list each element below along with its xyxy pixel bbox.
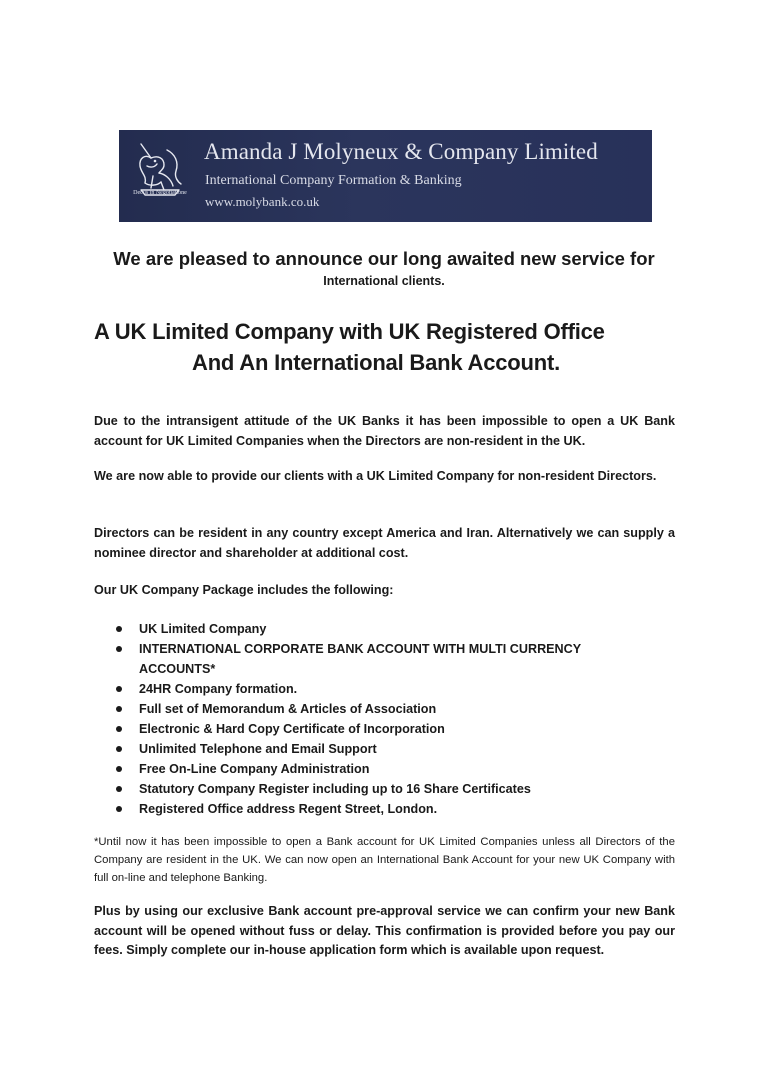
list-item-text: Electronic & Hard Copy Certificate of Incorporation <box>139 722 445 736</box>
list-item <box>94 779 609 799</box>
bullet-icon <box>116 626 122 632</box>
list-item-text: Unlimited Telephone and Email Support <box>139 742 377 756</box>
list-item <box>94 799 609 819</box>
list-item <box>94 739 609 759</box>
list-item <box>94 699 609 719</box>
bullet-icon <box>116 746 122 752</box>
announcement-line-1: We are pleased to announce our long awaited new service for <box>113 248 655 269</box>
list-item-text: Registered Office address Regent Street, London. <box>139 802 438 816</box>
headline-line-1: A UK Limited Company with UK Registered Office <box>94 319 605 344</box>
list-item <box>94 679 609 699</box>
list-item <box>94 719 609 739</box>
company-name: Amanda J Molyneux & Company Limited <box>204 139 598 164</box>
list-item-text: Free On-Line Company Administration <box>139 762 370 776</box>
list-item-text: 24HR Company formation. <box>139 682 298 696</box>
unicorn-crest-icon <box>131 136 189 216</box>
company-website: www.molybank.co.uk <box>205 194 320 209</box>
package-list <box>94 619 675 819</box>
bullet-icon <box>116 786 122 792</box>
residency-paragraph: Directors can be resident in any country except America and Iran. Alternatively we can supply a nominee director and shareholder at additional cost. <box>94 526 675 560</box>
pre-approval-paragraph: Plus by using our exclusive Bank account pre-approval service we can confirm your new Bank account will be opened without fuss or delay. This confirmation is provided before you pay our fees. Simply complete our in-house application form which is available upon request. <box>94 904 675 957</box>
company-tagline: International Company Formation & Banking <box>205 173 462 188</box>
crest-motto: Decus in Negotiatione <box>133 190 187 196</box>
list-item-text: INTERNATIONAL CORPORATE BANK ACCOUNT WITH MULTI CURRENCY ACCOUNTS* <box>139 642 581 676</box>
bullet-icon <box>116 726 122 732</box>
list-item-text: Statutory Company Register including up to 16 Share Certificates <box>139 782 531 796</box>
bullet-icon <box>116 686 122 692</box>
intro-paragraph: Due to the intransigent attitude of the UK Banks it has been impossible to open a UK Bank account for UK Limited Companies when the Directors are non-resident in the UK. <box>94 414 675 448</box>
company-banner <box>119 130 652 222</box>
bullet-icon <box>116 646 122 652</box>
bullet-icon <box>116 766 122 772</box>
list-item-text: UK Limited Company <box>139 622 267 636</box>
bullet-icon <box>116 706 122 712</box>
announcement-line-2: International clients. <box>323 274 445 288</box>
package-intro: Our UK Company Package includes the following: <box>94 583 394 597</box>
list-item <box>94 619 609 639</box>
list-item <box>94 759 609 779</box>
bank-account-footnote: *Until now it has been impossible to open a Bank account for UK Limited Companies unless all Directors of the Company are resident in the UK. We can now open an International Bank Account for your new UK Company with full on-line and telephone Banking. <box>94 836 675 884</box>
list-item-text: Full set of Memorandum & Articles of Association <box>139 702 437 716</box>
offer-paragraph: We are now able to provide our clients with a UK Limited Company for non-resident Directors. <box>94 469 657 483</box>
headline-line-2: And An International Bank Account. <box>192 350 561 375</box>
bullet-icon <box>116 806 122 812</box>
list-item <box>94 639 609 679</box>
